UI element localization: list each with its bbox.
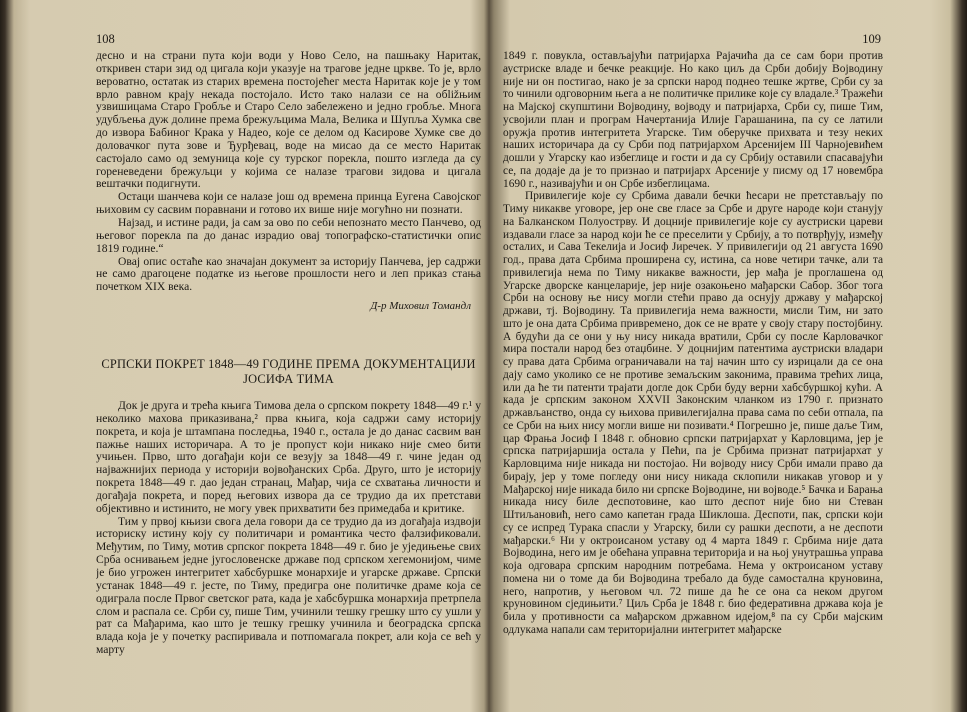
page-number-right: 109 <box>862 32 881 46</box>
paragraph: Најзад, и истине ради, ја сам за ово по себи непознато место Панчево, од његовог порекла па до данас израдио овај топографско-статистички опис 1819 године.“ <box>96 215 481 255</box>
paragraph: Тим у првој књизи свога дела говори да се трудио да из догађаја издвоји историску истину коју су политичари и романтика често фалзификовали. Међутим, по Тиму, мотив српског покрета 1848—49 г. био је уједињење свих Срба оснивањем једне југословенске државе под српском хегемонијом, чиме је био угрожен интегритет хабсбуршке монархије и угарске државе. Српски устанак 1848—49 г. јесте, по Тиму, предигра оне политичке драме која се одиграла после Првог светског рата, када је хабсбуршка монархија претрпела слом и распала се. Срби су, пише Тим, учинили тешку грешку што су ушли у рат са Мађарима, као што је тешку грешку учинила и београдска српска влада која је у почетку распиривала и потпомагала покрет, али која се већ у марту <box>96 514 481 657</box>
left-page-text <box>96 50 481 294</box>
article-text <box>96 400 481 657</box>
right-page-text <box>503 50 883 637</box>
article-title: СРПСКИ ПОКРЕТ 1848—49 ГОДИНЕ ПРЕМА ДОКУМЕНТАЦИЈИ ЈОСИФА ТИМА <box>101 357 476 386</box>
paragraph: Док је друга и трећа књига Тимова дела о српском покрету 1848—49 г.¹ у неколико махова приказивана,² прва књига, која садржи саму историју покрета, и која је штампана последња, 1940 г., остала је до данас сасвим ван пажње наших историчара. А то је пропуст који никако није смео бити учињен. Прво, што догађаји који се везују за 1848—49 г. чине један од најважнијих периода у историји војвођанских Срба. Друго, што је историју покрета 1848—49 г. дао један странац, Мађар, чија се схватања личности и догађаја покрета, и поред његових извора да се трудио да их претстави објективно и истинито, не могу увек прихватити без примедаба и критике. <box>96 399 481 515</box>
paragraph: Остаци шанчева који се налазе још од времена принца Еугена Савојског њиховим су сасвим поравнани и готово их више није могућно ни познати. <box>96 190 481 217</box>
paragraph: десно и на страни пута који води у Ново Село, на пашњаку Наритак, откривен стари зид од цигала који указује на трагове једне цркве. То је, врло вероватно, остатак из старих времена постојећег места Наритак које је у том врло равном крају некада постојало. Исто тако налази се на обližњим узвишицама Старо Гробље и Старо Село забележено и једно гробље. Многа удубљења дуж долине према брежуљцима Мала, Велика и Шупља Хумка све до извора Бабиног Крака у Надео, које се делом од Касирове Хумке све до доловачког пута зове и Ђурђевац, воде на мисао да се место Наритак састојало само од земуница које су турског порекла, пошто изгледа да су гореневедени брежуљци у којима се налазе трагови зидова и цигала вештачки подигнути. <box>96 49 481 191</box>
left-page <box>96 28 481 700</box>
paragraph: Овај опис остаће као значајан документ за историју Панчева, јер садржи не само драгоцене податке из његове прошлости него и леп приказ стања почетком XIX века. <box>96 254 481 294</box>
paragraph: 1849 г. повукла, остављајући патријарха Рајачића да се сам бори против аустриске владе и бечке реакције. Но како циљ да Срби добију Војводину није ни он постигао, нако је за српски народ поднео тешке жртве, Срби су за то чинили одговорним њега а не политичке прилике које су владале.³ Тражећи на Мајској скупштини Војводину, војводу и патријарха, Срби су, пише Тим, усвојили план и програм Начертанија Илије Гарашанина, па су се латили оружја против интегритета Угарске. Тим оберучке прихвата и тезу неких наших историчара да су Срби под патријархом Арсенијем III Чарнојевићем дошли у Угарску као избеглице и гости и да су Србију оставили спасавајући се, па додаје да је то признао и патријарх Арсеније у писму од 17 новембра 1690 г., називајући и он Србе избеглицама. <box>503 50 883 190</box>
author-signature: Д-р Миховил Томандл <box>370 300 471 313</box>
page-number-left: 108 <box>96 32 115 46</box>
paragraph: Привилегије које су Србима давали бечки ћесари не претстављају по Тиму никакве уговоре, јер оне све гласе за Србе и друге народе који станују на Балканском Полуострву. И доцније привилегије које су аустриски цареви издавали гласе за народ који ће се преселити у Србију, а то потврђују, између осталих, и Сава Текелија и Јосиф Јиречек. У привилегији од 21 августа 1690 год., права дата Србима проширена су, истина, са нове четири тачке, али та привилегија нема по Тиму никакве важности, јер мађа је проглашена од Угарске дворске канцеларије, јер није озакоњено мађарски Сабор. Због тога Срби на основу ње нису могли стећи право да оснују државу у мађарској држави, тј. Војводину. Та привилегија нема важности, мисли Тим, ни зато што је она дата Србима привремено, док се не врате у своју стару постојбину. А будући да се они у њу нису никада вратили, Срби су после Карловачког мира постали народ без отаџбине. У доцнијим патентима аустриски владари су права дата Србима ограничавали на тај начин што су изрицали да се она дају само уколико се не противе земаљским законима, правима трећих лица, или да ће ти патенти трајати догле док Срби буду верни хабсбуршкој кући. А када је српским законом XXVII Законским чланком из 1790 г. признато држављанство, онда су њихова привилегијална права сама по себи отпала, па се Срби на њих нису могли више ни позивати.⁴ Погрешно је, пише даље Тим, цар Фрања Јосиф I 1848 г. обновио српски патријархат у Карловцима, јер је српска патријаршија остала у Пећи, па је Србима признат патријархат у Карловцима није никада ни постојао. Ни војводу нису Срби имали право да бирају, јер у томе погледу они нису никада склопили никакав уговор и у Мађарској није никада било ни српске Војводине, ни војводе.⁵ Бачка и Барања никада нису биле деспотовине, као што деспот није био ни Стеван Штиљановић, него само капетан града Шиклоша. Деспоти, пак, српски који су се испред Турака спасли у Угарску, били су рашки деспоти, а не деспоти мађарски.⁶ Ни у октроисаном уставу од 4 марта 1849 г. Србима није дата Војводина, него им је обећана управна територија и на њој унутрашња управа која одговара српским народним потребама. Нема у октроисаном уставу помена ни о томе да би Војводина требало да буде самостална круновина, него, напротив, у његовом чл. 72 пише да ће се она са неком другом круновином сједињити.⁷ Циљ Срба је 1848 г. био федеративна држава која је била у противности са мађарском државном идејом,⁸ па су Срби мајским одлукама напали сам територијални интегритет мађарске <box>503 190 883 636</box>
right-page <box>503 28 883 712</box>
